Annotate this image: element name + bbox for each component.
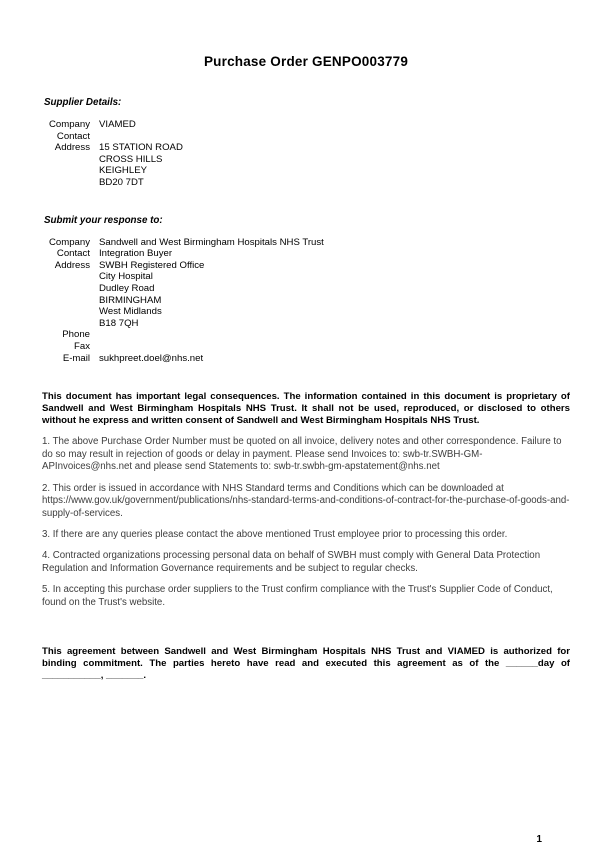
address-line: BIRMINGHAM: [99, 294, 162, 306]
address-line: SWBH Registered Office: [99, 259, 205, 271]
address-label: Address: [54, 259, 90, 271]
term-1: 1. The above Purchase Order Number must be quoted on all invoice, delivery notes and other correspondence. Failure to do so may result in rejection of goods or delay in payment. Please send Invoices to: swb-tr.SWBH-GM-APInvoices@nhs.net and please send Statements to: swb-tr.swbh-gm-apstatement@nhs.net: [42, 436, 562, 473]
term-4: 4. Contracted organizations processing personal data on behalf of SWBH must comply with General Data Protection Regulation and Information Governance requirements and be subject to regular checks.: [42, 550, 541, 574]
company-label: Company: [48, 236, 90, 248]
address-line: City Hospital: [99, 271, 153, 283]
phone-label: Phone: [62, 329, 90, 341]
fax-label: Fax: [74, 340, 90, 352]
contact-label: Contact: [56, 248, 90, 260]
address-label: Address: [54, 142, 90, 154]
submit-response-heading: Submit your response to:: [44, 214, 163, 226]
respond-to-block: [44, 237, 570, 365]
supplier-contact-value: [99, 131, 570, 143]
respond-email-value: sukhpreet.doel@nhs.net: [99, 352, 204, 364]
address-line: Dudley Road: [99, 282, 155, 294]
supplier-details-heading: Supplier Details:: [44, 97, 122, 108]
address-line: B18 7QH: [99, 317, 139, 329]
supplier-block: [44, 119, 570, 189]
address-line: KEIGHLEY: [99, 165, 147, 177]
agreement-statement: This agreement between Sandwell and West Birmingham Hospitals NHS Trust and VIAMED is authorized for binding commitment. The parties hereto have read and executed this agreement as of the ______day of ___________, _______.: [42, 645, 570, 681]
respond-address-row: [44, 260, 570, 330]
address-line: 15 STATION ROAD: [99, 142, 183, 154]
respond-contact-value: Integration Buyer: [99, 248, 173, 260]
respond-company-value: Sandwell and West Birmingham Hospitals NHS Trust: [99, 236, 324, 248]
respond-fax-value: [99, 341, 570, 353]
respond-contact-row: [44, 248, 570, 260]
respond-company-row: [44, 237, 570, 249]
address-line: BD20 7DT: [99, 176, 144, 188]
respond-fax-row: [44, 341, 570, 353]
spacer: [42, 189, 570, 215]
address-line: West Midlands: [99, 306, 162, 318]
respond-address-value: [99, 260, 570, 330]
term-2: 2. This order is issued in accordance with NHS Standard terms and Conditions which can be downloaded at https://www.gov.uk/government/publications/nhs-standard-terms-and-conditions-of-contract-for-the-purchase-of-goods-and-supply-of-services.: [42, 482, 570, 519]
company-label: Company: [48, 119, 90, 130]
supplier-contact-row: [44, 131, 570, 143]
respond-phone-value: [99, 329, 570, 341]
page-title: Purchase Order GENPO003779: [203, 54, 409, 69]
page-number: 1: [536, 834, 542, 845]
contact-label: Contact: [56, 130, 90, 142]
supplier-company-row: [44, 119, 570, 131]
respond-phone-row: [44, 329, 570, 341]
supplier-company-value: VIAMED: [99, 119, 136, 130]
email-label: E-mail: [62, 352, 90, 364]
terms-section: [42, 436, 570, 608]
address-line: CROSS HILLS: [99, 153, 163, 165]
respond-email-row: [44, 353, 570, 365]
term-3: 3. If there are any queries please contact the above mentioned Trust employee prior to processing this order.: [42, 528, 508, 540]
supplier-address-row: [44, 142, 570, 188]
term-5: 5. In accepting this purchase order suppliers to the Trust confirm compliance with the Trust's Supplier Code of Conduct, found on the Trust's website.: [42, 584, 553, 608]
supplier-address-value: [99, 142, 570, 188]
legal-notice: This document has important legal consequences. The information contained in this document is proprietary of Sandwell and West Birmingham Hospitals NHS Trust. It shall not be used, reproduced, or disclosed to others without he express and written consent of Sandwell and West Birmingham Hospitals NHS Trust.: [42, 391, 570, 426]
